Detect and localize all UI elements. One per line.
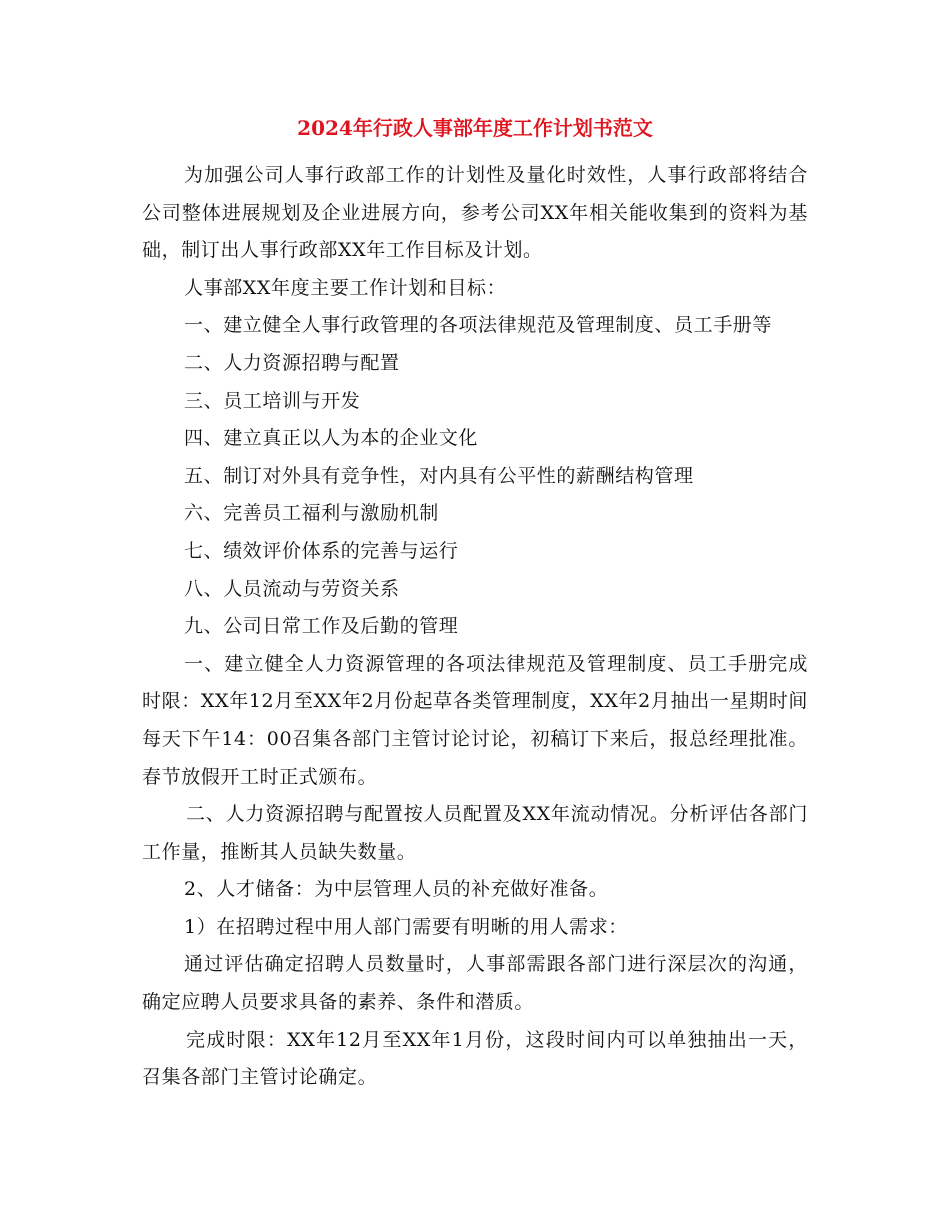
list-item-4: 四、建立真正以人为本的企业文化: [184, 427, 479, 450]
list-item-3: 三、员工培训与开发: [184, 389, 361, 412]
document-title: 2024年行政人事部年度工作计划书范文: [297, 116, 653, 140]
paragraph-plan-heading: 人事部XX年度主要工作计划和目标：: [184, 276, 507, 299]
list-item-1: 一、建立健全人事行政管理的各项法律规范及管理制度、员工手册等: [184, 314, 773, 337]
paragraph-intro: 为加强公司人事行政部工作的计划性及量化时效性，人事行政部将结合公司整体进展规划及企业进展方向，参考公司XX年相关能收集到的资料为基础，制订出人事行政部XX年工作目标及计划。: [142, 164, 808, 262]
list-item-9: 九、公司日常工作及后勤的管理: [184, 615, 459, 638]
recruit-deadline: 完成时限：XX年12月至XX年1月份，这段时间内可以单独抽出一天，召集各部门主管讨论确定。: [142, 1028, 808, 1089]
list-item-5: 五、制订对外具有竞争性，对内具有公平性的薪酬结构管理: [184, 464, 694, 487]
list-item-6: 六、完善员工福利与激励机制: [184, 502, 439, 525]
recruit-assessment: 通过评估确定招聘人员数量时，人事部需跟各部门进行深层次的沟通，确定应聘人员要求具备的素养、条件和潜质。: [142, 953, 808, 1014]
talent-reserve: 2、人才储备：为中层管理人员的补充做好准备。: [184, 878, 609, 901]
section-1-detail: 一、建立健全人力资源管理的各项法律规范及管理制度、员工手册完成时限：XX年12月至XX年2月份起草各类管理制度，XX年2月抽出一星期时间每天下午14：00召集各部门主管讨论讨论，初稿订下来后，报总经理批准。春节放假开工时正式颁布。: [142, 652, 808, 788]
document-body: [142, 157, 808, 1097]
list-item-7: 七、绩效评价体系的完善与运行: [184, 539, 459, 562]
section-2-detail: 二、人力资源招聘与配置按人员配置及XX年流动情况。分析评估各部门工作量，推断其人员缺失数量。: [142, 803, 808, 863]
list-item-2: 二、人力资源招聘与配置: [184, 351, 400, 374]
list-item-8: 八、人员流动与劳资关系: [184, 577, 400, 600]
recruit-requirement: 1）在招聘过程中用人部门需要有明晰的用人需求：: [184, 915, 628, 938]
